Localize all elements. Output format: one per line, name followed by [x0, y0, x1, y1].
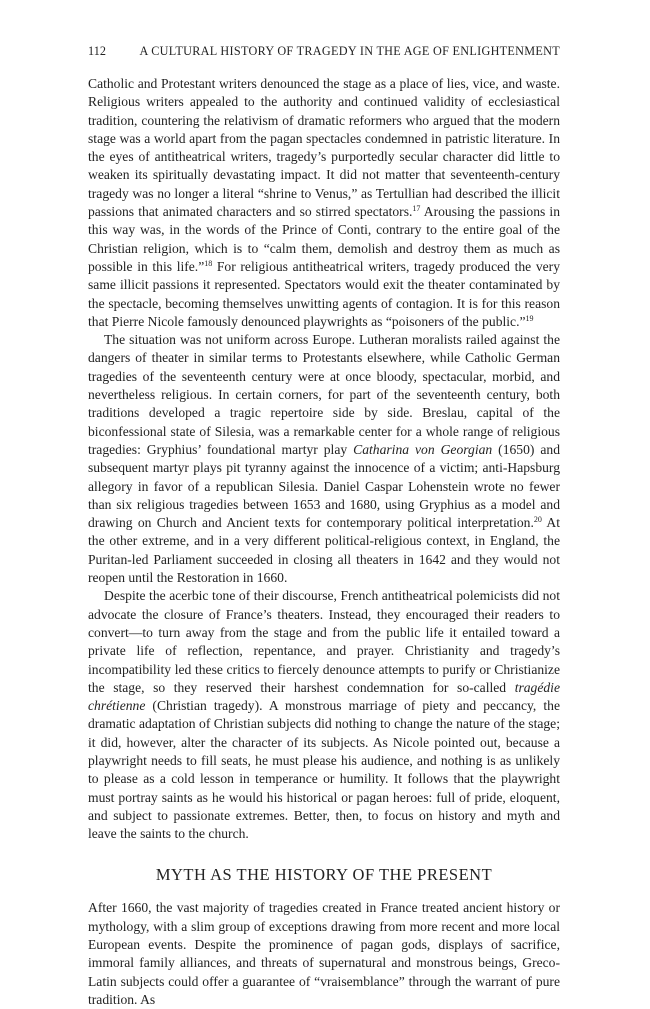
play-title-italic: Catharina von Georgian	[353, 441, 493, 457]
paragraph-3	[88, 587, 560, 843]
running-title: A CULTURAL HISTORY OF TRAGEDY IN THE AGE OF ENLIGHTENMENT	[139, 44, 560, 58]
genre-term-italic: tragédie chrétienne	[88, 679, 560, 714]
footnote-ref-18: 18	[204, 258, 213, 268]
footnote-ref-19: 19	[525, 313, 534, 323]
paragraph-1-text-b: Arousing the passions in this way was, in the words of the Prince of Conti, contrary to the entire goal of the Christian religion, which is to “calm them, demolish and destroy them as much as possible in this life.”	[88, 204, 560, 274]
footnote-ref-17: 17	[412, 204, 421, 214]
paragraph-1	[88, 75, 560, 331]
footnote-ref-20: 20	[533, 515, 542, 525]
paragraph-2	[88, 331, 560, 587]
paragraph-2-text-c: At the other extreme, and in a very different political-religious context, in England, the Puritan-led Parliament succeeded in closing all theaters in 1642 and they would not reopen until the Restoration in 1660.	[88, 515, 560, 586]
paragraph-4: After 1660, the vast majority of tragedies created in France treated ancient history or mythology, with a slim group of exceptions drawing from more recent and more local European events. Despite the prominence of pagan gods, displays of sacrifice, immoral family alliances, and threats of supernatural and monstrous beings, Greco-Latin subjects could offer a guarantee of “vraisemblance” through the warrant of pure tradition. As	[88, 900, 560, 1007]
paragraph-1-text-c: For religious antitheatrical writers, tragedy produced the very same illicit passions it represented. Spectators would exit the theater contaminated by the spectacle, becoming themselves unwitting agents of contagion. It is for this reason that Pierre Nicole famously denounced playwrights as “poisoners of the public.”	[88, 258, 560, 329]
body-text	[88, 75, 560, 1009]
section-heading: MYTH AS THE HISTORY OF THE PRESENT	[155, 865, 493, 885]
paragraph-2-text-b: (1650) and subsequent martyr plays pit tyranny against the innocence of a victim; anti-Hapsburg allegory in favor of a republican Silesia. Daniel Caspar Lohenstein wrote no fewer than six religious tragedies between 1653 and 1680, using Gryphius as a model and drawing on Church and Ancient texts for contemporary political interpretation.	[88, 441, 561, 531]
running-head	[88, 44, 560, 62]
paragraph-2-text-a: The situation was not uniform across Europe. Lutheran moralists railed against the dangers of theater in similar terms to Protestants elsewhere, while Catholic German tragedies of the seventeenth century were at once bloody, spectacular, morbid, and nevertheless religious. In certain corners, for part of the seventeenth century, both traditions developed a tragic repertoire side by side. Breslau, capital of the biconfessional state of Silesia, was a remarkable center for a whole range of religious tragedies: Gryphius’ foundational martyr play	[88, 332, 560, 457]
paragraph-1-text-a: Catholic and Protestant writers denounced the stage as a place of lies, vice, and waste. Religious writers appealed to the authority and continued validity of ecclesiastical tradition, countering the relativism of dramatic reformers who argued that the modern stage was a world apart from the pagan spectacles condemned in patristic literature. In the eyes of antitheatrical writers, tragedy’s purportedly secular character did little to weaken its spiritually devastating impact. It did not matter that seventeenth-century tragedy was no longer a literal “shrine to Venus,” as Tertullian had described the illicit passions that animated characters and so stirred spectators.	[88, 76, 560, 220]
page-number: 112	[88, 44, 107, 58]
paragraph-3-text-a: Despite the acerbic tone of their discourse, French antitheatrical polemicists did not advocate the closure of France’s theaters. Instead, they encouraged their readers to convert—to turn away from the stage and from the public life it entailed toward a private life of reflection, repentance, and prayer. Christianity and tragedy’s incompatibility led these critics to fiercely denounce attempts to purify or Christianize the stage, so they reserved their harshest condemnation for so-called	[88, 588, 560, 695]
paragraph-3-text-b: (Christian tragedy). A monstrous marriage of piety and peccancy, the dramatic adaptation of Christian subjects did nothing to change the nature of the stage; it did, however, alter the character of its subjects. As Nicole pointed out, because a playwright needs to fill seats, he must please his audience, and nothing is as unlikely to please as a cold lesson in temperance or humility. It follows that the playwright must portray saints as he would his historical or pagan heroes: full of pride, eloquent, and subject to passionate extremes. Better, then, to focus on history and myth and leave the saints to the church.	[88, 698, 560, 842]
